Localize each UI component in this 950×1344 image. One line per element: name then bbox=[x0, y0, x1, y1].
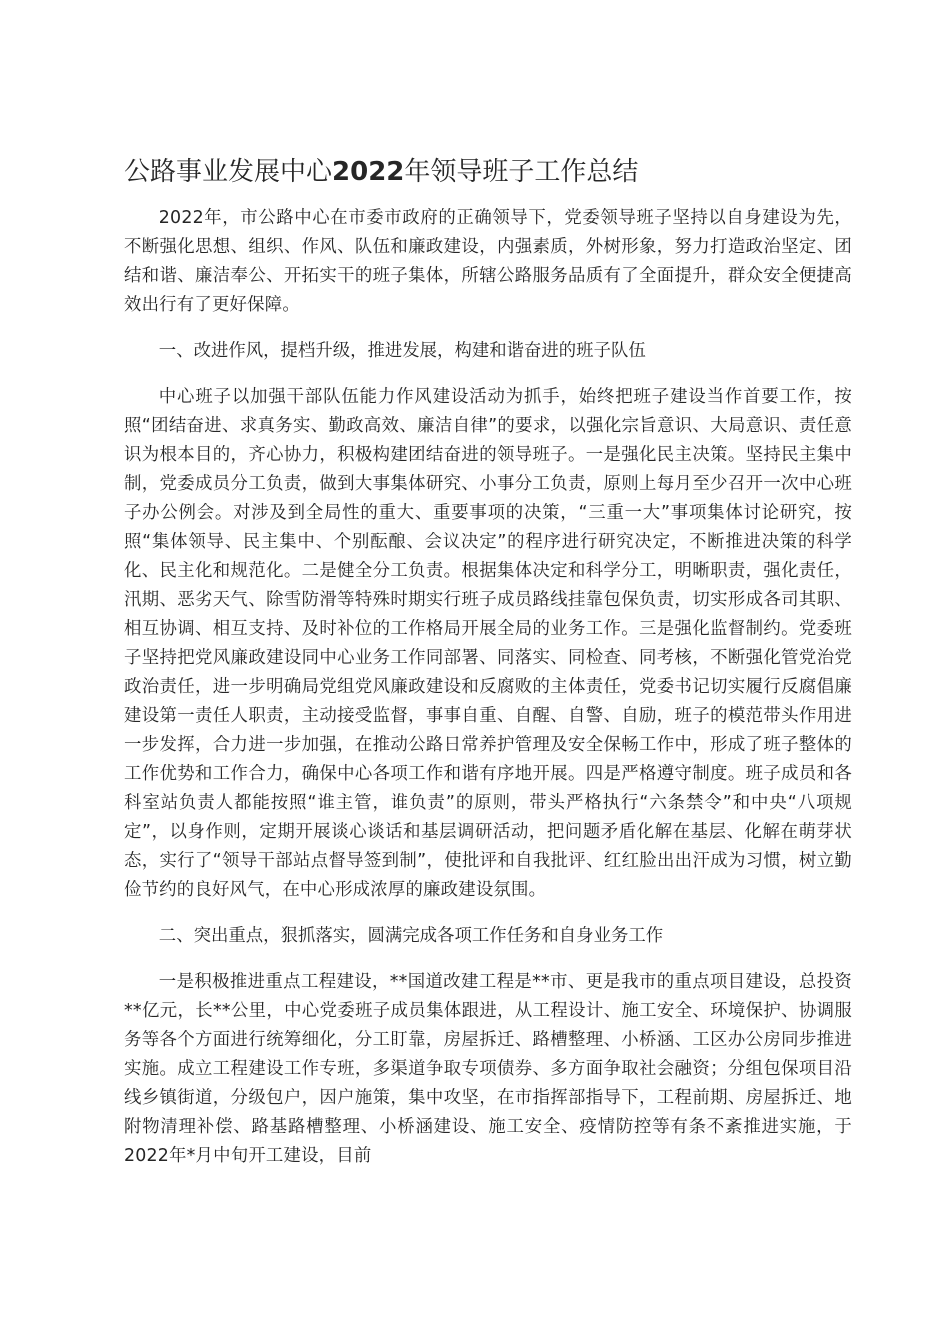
section-heading-1: 一、改进作风，提档升级，推进发展，构建和谐奋进的班子队伍 bbox=[158, 341, 646, 361]
title-suffix: 年领导班子工作总结 bbox=[404, 157, 639, 187]
intro-paragraph: 2022年，市公路中心在市委市政府的正确领导下，党委领导班子坚持以自身建设为先，不断强化思想、组织、作风、队伍和廉政建设，内强素质，外树形象，努力打造政治坚定、团结和谐、廉洁奉公、开拓实干的班子集体，所辖公路服务品质有了全面提升，群众安全便捷高效出行有了更好保障。 bbox=[124, 208, 852, 315]
section-heading-2: 二、突出重点，狠抓落实，圆满完成各项工作任务和自身业务工作 bbox=[158, 926, 664, 946]
document-title bbox=[124, 152, 844, 192]
title-prefix: 公路事业发展中心 bbox=[124, 157, 333, 187]
document-body bbox=[124, 204, 852, 1188]
section-1-paragraph: 中心班子以加强干部队伍能力作风建设活动为抓手，始终把班子建设当作首要工作，按照“团结奋进、求真务实、勤政高效、廉洁自律”的要求，以强化宗旨意识、大局意识、责任意识为根本目的，齐心协力，积极构建团结奋进的领导班子。一是强化民主决策。坚持民主集中制，党委成员分工负责，做到大事集体研究、小事分工负责，原则上每月至少召开一次中心班子办公例会。对涉及到全局性的重大、重要事项的决策，“三重一大”事项集体讨论研究，按照“集体领导、民主集中、个别酝酿、会议决定”的程序进行研究决定，不断推进决策的科学化、民主化和规范化。二是健全分工负责。根据集体决定和科学分工，明晰职责，强化责任，汛期、恶劣天气、除雪防滑等特殊时期实行班子成员路线挂靠包保负责，切实形成各司其职、相互协调、相互支持、及时补位的工作格局开展全局的业务工作。三是强化监督制约。党委班子坚持把党风廉政建设同中心业务工作同部署、同落实、同检查、同考核，不断强化管党治党政治责任，进一步明确局党组党风廉政建设和反腐败的主体责任，党委书记切实履行反腐倡廉建设第一责任人职责，主动接受监督，事事自重、自醒、自警、自励，班子的模范带头作用进一步发挥，合力进一步加强，在推动公路日常养护管理及安全保畅工作中，形成了班子整体的工作优势和工作合力，确保中心各项工作和谐有序地开展。四是严格遵守制度。班子成员和各科室站负责人都能按照“谁主管，谁负责”的原则，带头严格执行“六条禁令”和中央“八项规定”，以身作则，定期开展谈心谈话和基层调研活动，把问题矛盾化解在基层、化解在萌芽状态，实行了“领导干部站点督导签到制”，使批评和自我批评、红红脸出出汗成为习惯，树立勤俭节约的良好风气，在中心形成浓厚的廉政建设氛围。 bbox=[124, 387, 852, 900]
section-2-paragraph: 一是积极推进重点工程建设，**国道改建工程是**市、更是我市的重点项目建设，总投资**亿元，长**公里，中心党委班子成员集体跟进，从工程设计、施工安全、环境保护、协调服务等各个方面进行统筹细化，分工盯靠，房屋拆迁、路槽整理、小桥涵、工区办公房同步推进实施。成立工程建设工作专班，多渠道争取专项债券、多方面争取社会融资；分组包保项目沿线乡镇街道，分级包户，因户施策，集中攻坚，在市指挥部指导下，工程前期、房屋拆迁、地附物清理补偿、路基路槽整理、小桥涵建设、施工安全、疫情防控等有条不紊推进实施，于2022年*月中旬开工建设，目前 bbox=[124, 972, 852, 1166]
title-year: 2022 bbox=[332, 157, 405, 187]
